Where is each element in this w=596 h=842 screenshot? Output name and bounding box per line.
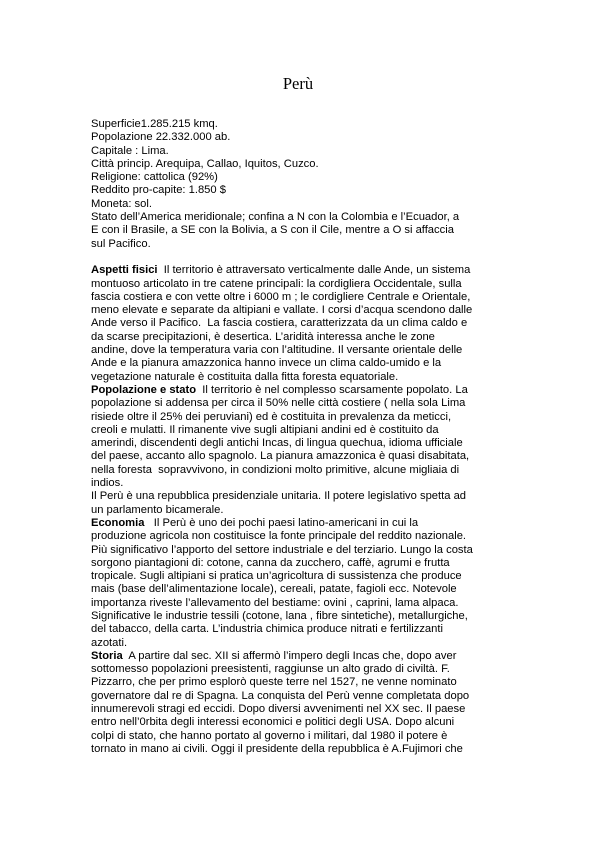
text-line: Significative le industrie tessili (cotone, lana , fibre sintetiche), metallurgiche, <box>91 609 468 622</box>
section-first-line <box>91 650 521 663</box>
text-line: tornato in mano ai civili. Oggi il presidente della repubblica è A.Fujimori che <box>91 742 463 755</box>
fact-line: Capitale : Lima. <box>91 144 169 157</box>
text-line: entro nell’0rbita degli interessi economici e politici degli USA. Dopo alcuni <box>91 716 455 729</box>
text-line: sottomesso popolazioni preesistenti, raggiunse un alto grado di civiltà. F. <box>91 663 450 676</box>
text-line: innumerevoli stragi ed eccidi. Dopo diversi avvenimenti nel XX sec. Il paese <box>91 703 466 716</box>
text-line: da scarse precipitazioni, è desertica. L’aridità interessa anche le zone <box>91 330 435 343</box>
text-line: colpi di stato, che hanno portato al governo i militari, dal 1980 il potere è <box>91 729 448 742</box>
fact-line: Popolazione 22.332.000 ab. <box>91 131 231 144</box>
text-line: mais (base dell’alimentazione locale), cereali, patate, fagioli ecc. Notevole <box>91 583 457 596</box>
section-heading: Economia <box>91 516 145 529</box>
section-storia <box>91 650 521 756</box>
text-line: tropicale. Sugli altipiani si pratica un’agricoltura di sussistenza che produce <box>91 570 462 583</box>
facts-list <box>91 118 521 211</box>
fact-line: Città princip. Arequipa, Callao, Iquitos, Cuzco. <box>91 157 319 170</box>
fact-line: Reddito pro-capite: 1.850 $ <box>91 184 226 197</box>
text-line: meno elevate e separate da altipiani e vallate. I corsi d’acqua scendono dalle <box>91 304 473 317</box>
paragraph-spacer <box>91 251 521 264</box>
text-line: fascia costiera e con vette oltre i 6000 m ; le cordigliere Centrale e Orientale, <box>91 290 471 303</box>
document-body <box>91 118 521 756</box>
text-line: E con il Brasile, a SE con la Bolivia, a S con il Cile, mentre a O si affaccia <box>91 224 454 237</box>
text-line: sul Pacifico. <box>91 237 151 250</box>
text-line: del tabacco, della carta. L’industria chimica produce nitrati e fertilizzanti <box>91 623 443 636</box>
text-line: creoli e mulatti. Il rimanente vive sugli altipiani andini ed è costituito da <box>91 423 439 436</box>
text-line: Il Perù è una repubblica presidenziale unitaria. Il potere legislativo spetta ad <box>91 490 467 503</box>
section-heading: Aspetti fisici <box>91 264 158 277</box>
text-line: amerindi, discendenti degli antichi Incas, di lingua quechua, idioma ufficiale <box>91 437 463 450</box>
fact-line: Moneta: sol. <box>91 197 152 210</box>
text-run: Il Perù è uno dei pochi paesi latino-americani in cui la <box>144 516 419 529</box>
text-run: A partire dal sec. XII si affermò l’impero degli Incas che, dopo aver <box>122 649 457 662</box>
section-popolazione-e-stato <box>91 384 521 517</box>
text-line: Stato dell’America meridionale; confina a N con la Colombia e l’Ecuador, a <box>91 211 460 224</box>
text-line: produzione agricola non costituisce la fonte principale del reddito nazionale. <box>91 530 467 543</box>
text-line: governatore dal re di Spagna. La conquista del Perù venne completata dopo <box>91 689 470 702</box>
text-line: Pizzarro, che per primo esplorò queste terre nel 1527, ne venne nominato <box>91 676 457 689</box>
section-economia <box>91 517 521 650</box>
text-run: Il territorio è nel complesso scarsamente popolato. La <box>196 383 468 396</box>
text-line: azotati. <box>91 636 128 649</box>
section-heading: Popolazione e stato <box>91 383 197 396</box>
intro-paragraph <box>91 211 521 251</box>
fact-line: Religione: cattolica (92%) <box>91 171 218 184</box>
text-line: montuoso articolato in tre catene principali: la cordigliera Occidentale, sulla <box>91 277 462 290</box>
page-title: Perù <box>282 74 314 93</box>
section-first-line <box>91 384 521 397</box>
text-line: Più significativo l’apporto del settore industriale e del terziario. Lungo la costa <box>91 543 473 556</box>
text-line: indios. <box>91 477 124 490</box>
text-line: Ande verso il Pacifico. La fascia costiera, caratterizzata da un clima caldo e <box>91 317 468 330</box>
text-line: del paese, accanto allo spagnolo. La pianura amazzonica è quasi disabitata, <box>91 450 470 463</box>
section-first-line <box>91 517 521 530</box>
text-line: importanza riveste l’allevamento del bestiame: ovini , caprini, lama alpaca. <box>91 596 459 609</box>
text-line: andine, dove la temperatura varia con l’altitudine. Il versante orientale delle <box>91 344 463 357</box>
text-run: Il territorio è attraversato verticalmente dalle Ande, un sistema <box>157 264 471 277</box>
section-aspetti-fisici <box>91 264 521 384</box>
fact-line: Superficie1.285.215 kmq. <box>91 118 218 130</box>
text-line: risiede oltre il 25% dei peruviani) ed è costituita in prevalenza da meticci, <box>91 410 452 423</box>
text-line: nella foresta sopravvivono, in condizioni molto primitive, alcune migliaia di <box>91 463 460 476</box>
section-heading: Storia <box>91 649 123 662</box>
text-line: popolazione si addensa per circa il 50% nelle città costiere ( nella sola Lima <box>91 397 466 410</box>
text-line: Ande e la pianura amazzonica hanno invece un clima caldo-umido e la <box>91 357 442 370</box>
text-line: vegetazione naturale è costituita dalla fitta foresta equatoriale. <box>91 370 399 383</box>
text-line: un parlamento bicamerale. <box>91 503 224 516</box>
section-first-line <box>91 264 521 277</box>
text-line: sorgono piantagioni di: cotone, canna da zucchero, caffè, agrumi e frutta <box>91 556 450 569</box>
